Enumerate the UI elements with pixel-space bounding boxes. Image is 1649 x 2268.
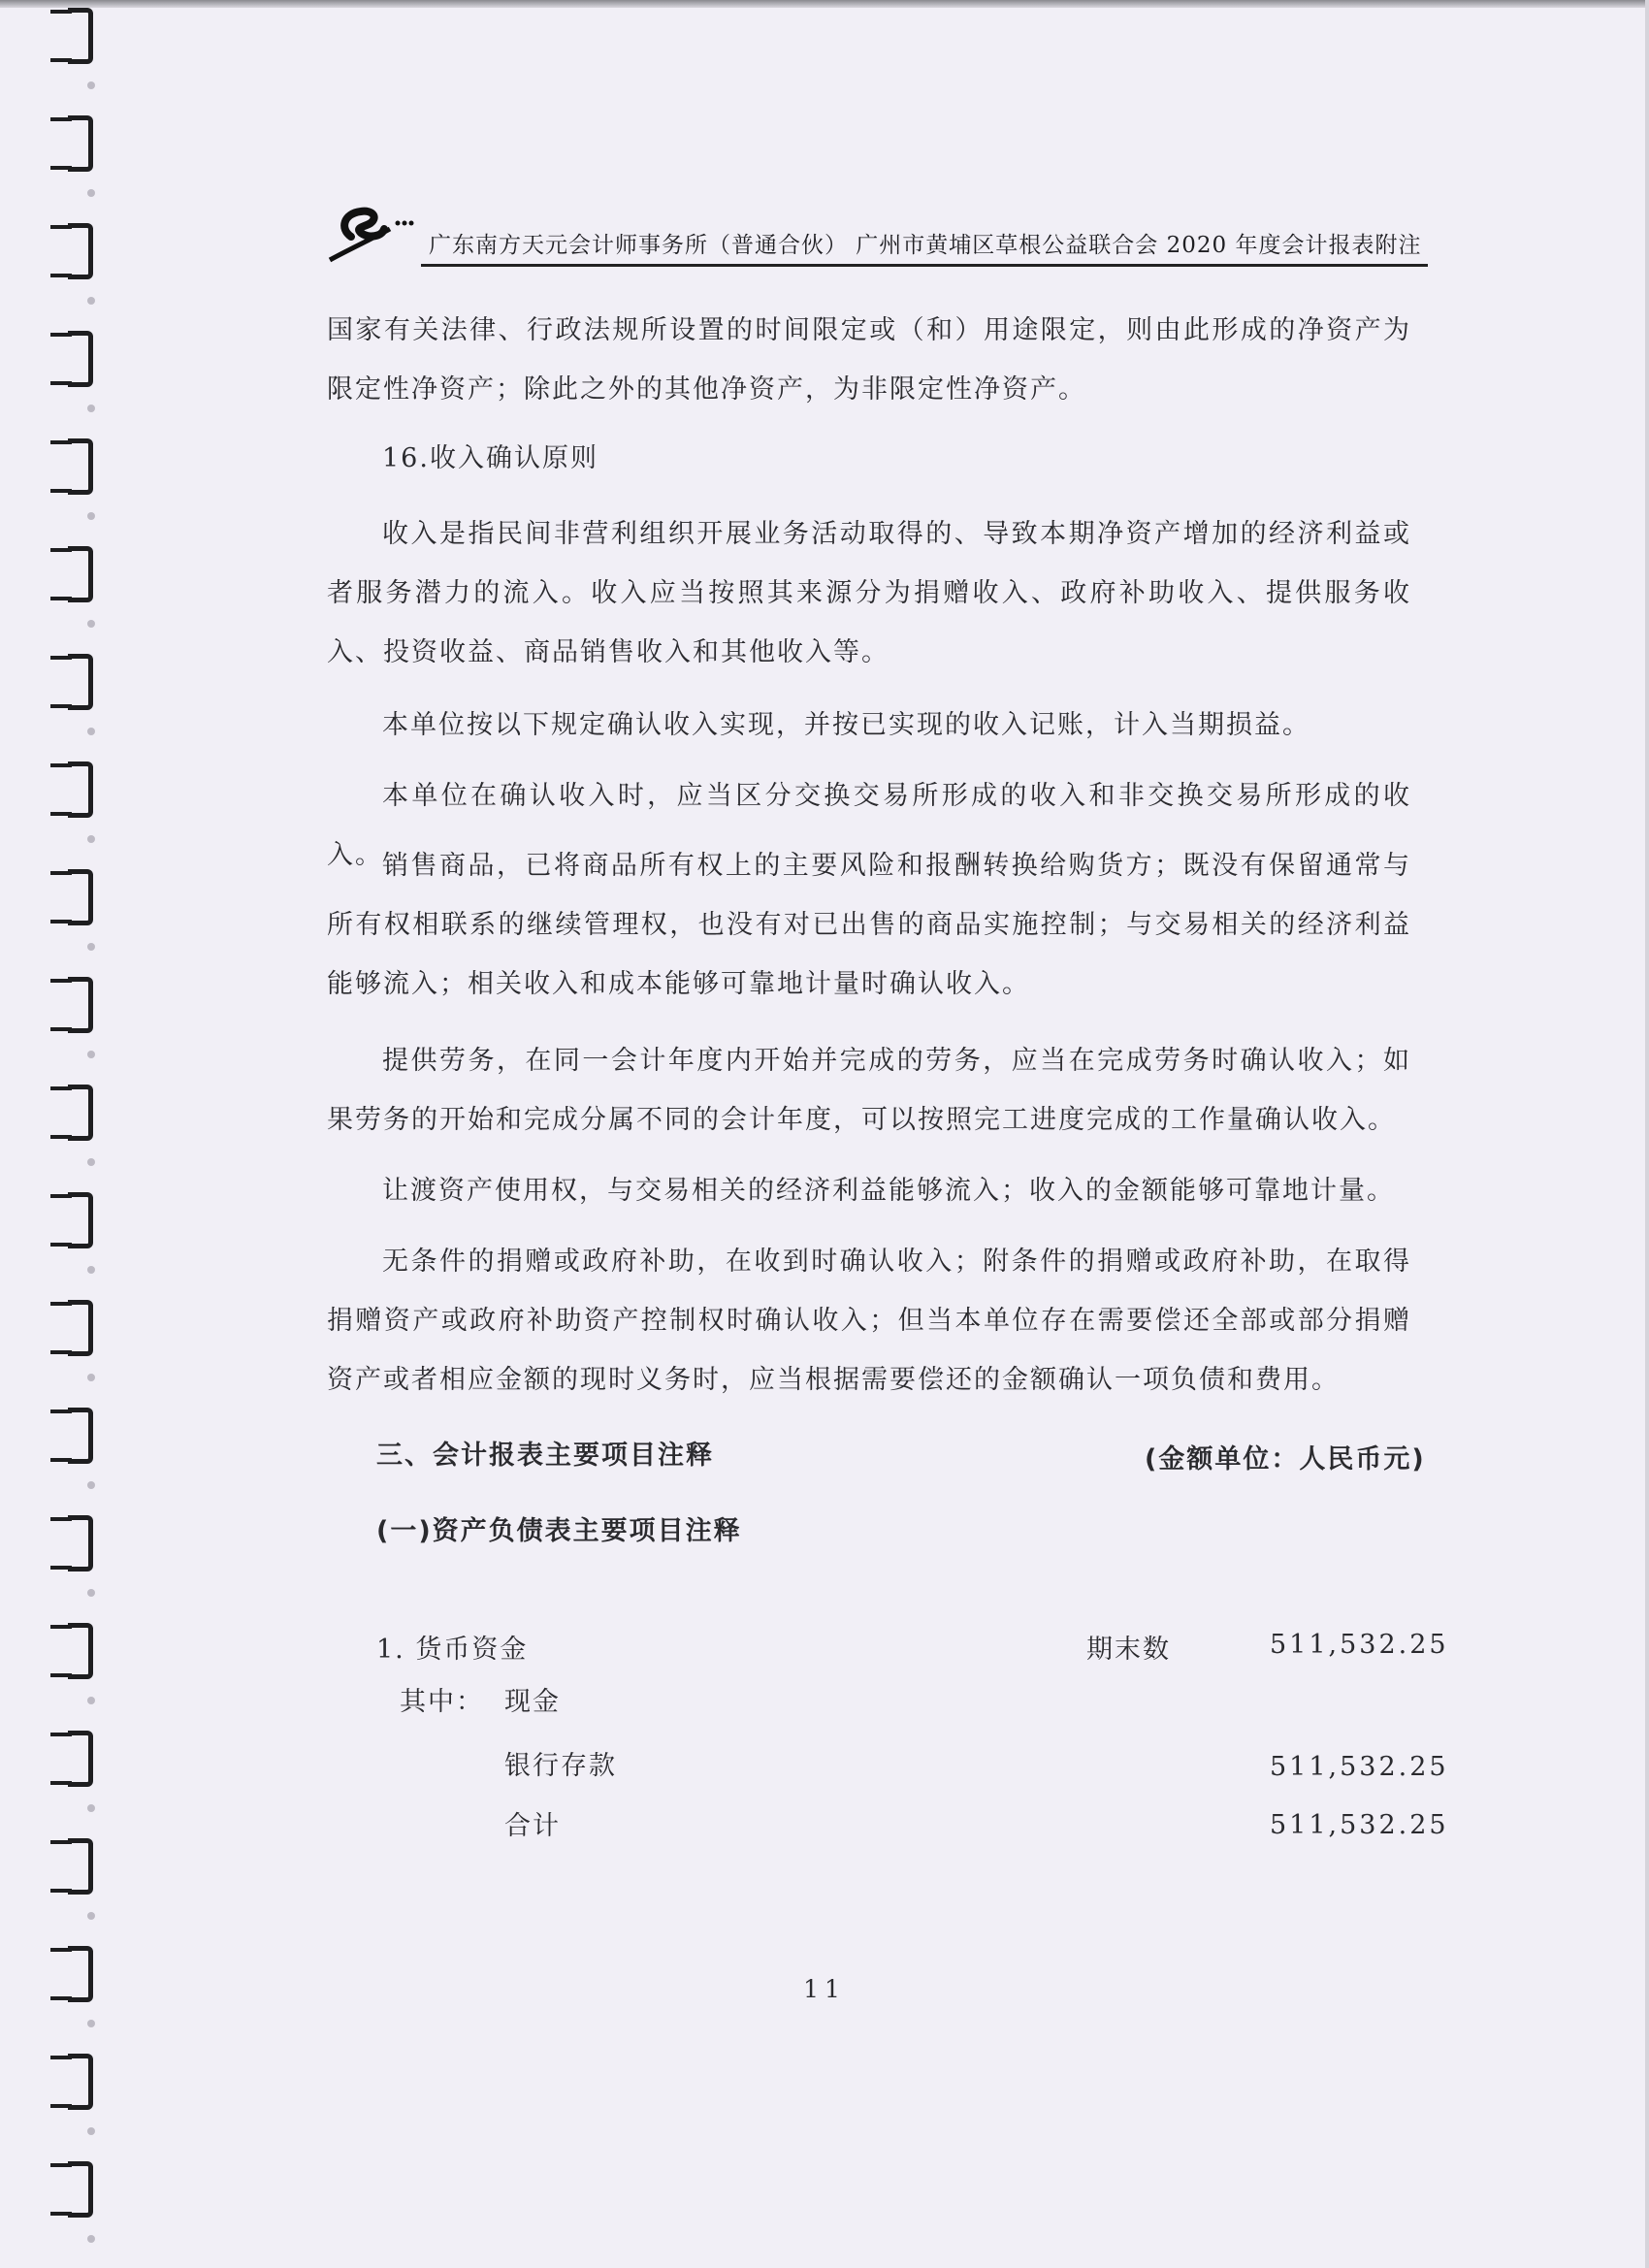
binding-ring-tick xyxy=(50,1566,72,1570)
binding-ring-tick xyxy=(50,2104,72,2108)
binding-ring-tick xyxy=(50,597,72,600)
paragraph-goods-sales: 销售商品，已将商品所有权上的主要风险和报酬转换给购货方；既没有保留通常与所有权相联系的继续管理权，也没有对已出售的商品实施控制；与交易相关的经济利益能够流入；相关收入和成本能够可靠地计量时确认收入。 xyxy=(327,851,1411,999)
paragraph-revenue-rule: 本单位按以下规定确认收入实现，并按已实现的收入记账，计入当期损益。 xyxy=(382,710,1310,740)
binding-hole xyxy=(87,943,95,951)
binding-ring-tick xyxy=(50,1194,72,1198)
binding-ring-tick xyxy=(50,1517,72,1521)
binding-ring xyxy=(68,1085,93,1141)
binding-ring xyxy=(68,115,93,172)
binding-ring-tick xyxy=(50,1409,72,1413)
binding-hole xyxy=(87,1051,95,1058)
header-title: 广东南方天元会计师事务所（普通合伙） 广州市黄埔区草根公益联合会 2020 年度会计报表附注 xyxy=(429,233,1422,258)
binding-ring-tick xyxy=(50,440,72,444)
binding-hole xyxy=(87,1804,95,1812)
binding-ring xyxy=(68,1192,93,1248)
binding-hole xyxy=(87,620,95,628)
binding-ring-tick xyxy=(50,225,72,229)
binding-hole xyxy=(87,81,95,89)
firm-logo-icon xyxy=(322,200,419,268)
binding-hole xyxy=(87,405,95,412)
binding-hole xyxy=(87,1697,95,1704)
binding-hole xyxy=(87,835,95,843)
binding-hole xyxy=(87,1481,95,1489)
binding-ring-tick xyxy=(50,1458,72,1462)
header-divider xyxy=(421,264,1428,267)
binding-ring-tick xyxy=(50,1027,72,1031)
cash-item-label: 1. 货币资金 xyxy=(376,1635,529,1665)
binding-hole xyxy=(87,189,95,197)
binding-ring-tick xyxy=(50,1086,72,1090)
binding-hole xyxy=(87,297,95,305)
page-number: 11 xyxy=(803,1975,846,2003)
period-end-label: 期末数 xyxy=(1086,1635,1171,1665)
binding-ring xyxy=(68,869,93,925)
binding-ring-tick xyxy=(50,812,72,816)
binding-hole xyxy=(87,728,95,735)
cash-row-label: 现金 xyxy=(504,1687,561,1717)
bank-deposit-label: 银行存款 xyxy=(504,1751,617,1781)
total-value: 511,532.25 xyxy=(1270,1810,1449,1840)
binding-ring-tick xyxy=(50,1135,72,1139)
total-label: 合计 xyxy=(504,1811,561,1841)
section-title: 三、会计报表主要项目注释 xyxy=(376,1441,714,1471)
binding-ring-tick xyxy=(50,1625,72,1629)
binding-ring-tick xyxy=(50,381,72,385)
binding-ring-tick xyxy=(50,1350,72,1354)
binding-ring xyxy=(68,8,93,64)
binding-ring-tick xyxy=(50,1889,72,1893)
binding-ring-tick xyxy=(50,656,72,660)
page-right-edge xyxy=(1645,0,1649,2268)
of-which-label: 其中： xyxy=(400,1687,484,1717)
binding-ring-tick xyxy=(50,274,72,277)
binding-ring-tick xyxy=(50,1673,72,1677)
binding-ring-tick xyxy=(50,763,72,767)
binding-hole xyxy=(87,2235,95,2243)
page-top-edge xyxy=(0,0,1649,8)
section-heading-revenue: 16.收入确认原则 xyxy=(382,443,598,473)
paragraph-donations: 无条件的捐赠或政府补助，在收到时确认收入；附条件的捐赠或政府补助，在取得捐赠资产或政府补助资产控制权时确认收入；但当本单位存在需要偿还全部或部分捐赠资产或者相应金额的现时义务时，应当根据需要偿还的金额确认一项负债和费用。 xyxy=(327,1247,1411,1395)
binding-ring xyxy=(68,654,93,710)
binding-ring-tick xyxy=(50,1781,72,1785)
binding-ring xyxy=(68,546,93,602)
binding-ring-tick xyxy=(50,1840,72,1844)
paragraph-net-assets: 国家有关法律、行政法规所设置的时间限定或（和）用途限定，则由此形成的净资产为限定性净资产；除此之外的其他净资产，为非限定性净资产。 xyxy=(327,315,1411,405)
binding-ring xyxy=(68,223,93,279)
currency-unit: (金额单位：人民币元) xyxy=(1145,1444,1426,1474)
page-header xyxy=(322,194,1428,268)
binding-ring-tick xyxy=(50,333,72,337)
binding-ring-tick xyxy=(50,871,72,875)
binding-ring-tick xyxy=(50,2212,72,2216)
binding-ring xyxy=(68,1623,93,1679)
binding-ring xyxy=(68,761,93,818)
binding-hole xyxy=(87,2127,95,2135)
binding-ring xyxy=(68,1515,93,1571)
binding-hole xyxy=(87,1266,95,1274)
binding-hole xyxy=(87,1374,95,1381)
paragraph-revenue-definition: 收入是指民间非营利组织开展业务活动取得的、导致本期净资产增加的经济利益或者服务潜力的流入。收入应当按照其来源分为捐赠收入、政府补助收入、提供服务收入、投资收益、商品销售收入和其他收入等。 xyxy=(327,519,1411,667)
binding-hole xyxy=(87,1912,95,1920)
section-subtitle: (一)资产负债表主要项目注释 xyxy=(376,1516,742,1546)
binding-hole xyxy=(87,1589,95,1597)
binding-ring xyxy=(68,977,93,1033)
binding-ring-tick xyxy=(50,10,72,14)
binding-ring xyxy=(68,1408,93,1464)
binding-ring-tick xyxy=(50,1948,72,1952)
binding-ring xyxy=(68,2054,93,2110)
binding-ring xyxy=(68,331,93,387)
binding-hole xyxy=(87,512,95,520)
binding-ring-tick xyxy=(50,117,72,121)
binding-ring-tick xyxy=(50,58,72,62)
paragraph-exchange: 本单位在确认收入时，应当区分交换交易所形成的收入和非交换交易所形成的收入。 xyxy=(327,781,1411,870)
cash-total-value: 511,532.25 xyxy=(1270,1630,1449,1660)
binding-ring-tick xyxy=(50,2056,72,2059)
binding-ring-tick xyxy=(50,166,72,170)
binding-ring-tick xyxy=(50,489,72,493)
binding-ring-tick xyxy=(50,704,72,708)
bank-deposit-value: 511,532.25 xyxy=(1270,1752,1449,1782)
binding-ring xyxy=(68,1838,93,1895)
spiral-binding xyxy=(0,0,116,2268)
binding-hole xyxy=(87,1158,95,1166)
binding-ring-tick xyxy=(50,548,72,552)
binding-ring xyxy=(68,1300,93,1356)
binding-ring-tick xyxy=(50,1302,72,1306)
binding-ring-tick xyxy=(50,2163,72,2167)
binding-ring-tick xyxy=(50,979,72,983)
binding-ring xyxy=(68,2161,93,2218)
binding-ring-tick xyxy=(50,1243,72,1247)
binding-hole xyxy=(87,2020,95,2027)
paragraph-services: 提供劳务，在同一会计年度内开始并完成的劳务，应当在完成劳务时确认收入；如果劳务的开始和完成分属不同的会计年度，可以按照完工进度完成的工作量确认收入。 xyxy=(327,1046,1411,1135)
paragraph-asset-use: 让渡资产使用权，与交易相关的经济利益能够流入；收入的金额能够可靠地计量。 xyxy=(382,1176,1395,1206)
binding-ring xyxy=(68,1731,93,1787)
binding-ring-tick xyxy=(50,1733,72,1736)
binding-ring xyxy=(68,438,93,495)
binding-ring-tick xyxy=(50,920,72,923)
